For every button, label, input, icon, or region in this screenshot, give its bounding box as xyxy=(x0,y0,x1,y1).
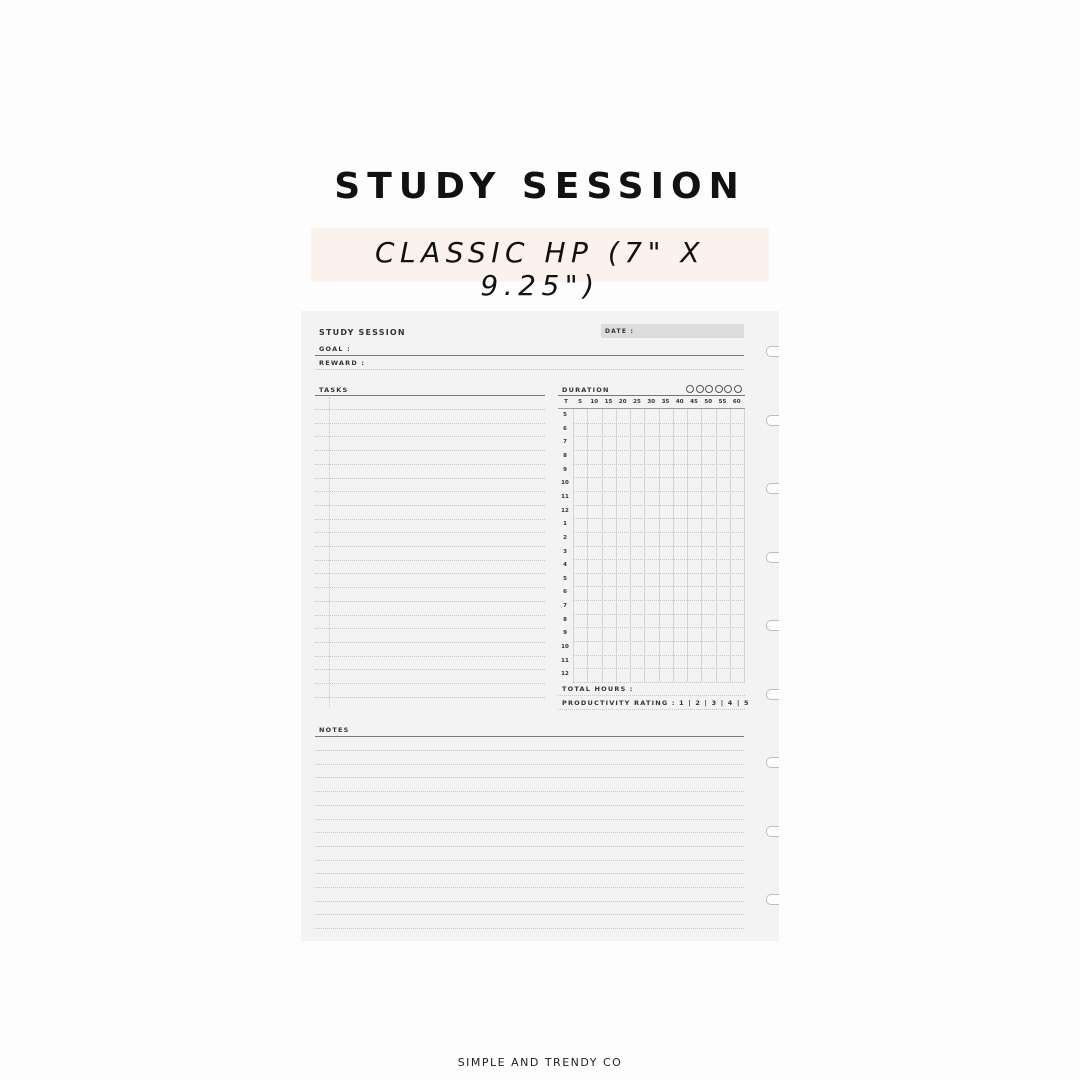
task-check-column xyxy=(329,397,330,707)
session-bubble[interactable] xyxy=(724,385,732,393)
hour-label: 9 xyxy=(563,466,567,473)
grid-column-line xyxy=(730,409,731,682)
note-line[interactable] xyxy=(315,750,744,751)
task-line[interactable] xyxy=(315,560,545,561)
grid-column-line xyxy=(616,409,617,682)
subtitle-banner xyxy=(311,228,769,302)
note-line[interactable] xyxy=(315,777,744,778)
page-title: STUDY SESSION xyxy=(334,166,746,207)
task-line[interactable] xyxy=(315,464,545,465)
hour-label: 12 xyxy=(561,671,569,678)
hour-label: 6 xyxy=(563,589,567,596)
task-line[interactable] xyxy=(315,683,545,684)
minute-tick: 45 xyxy=(690,399,698,405)
task-line[interactable] xyxy=(315,423,545,424)
hour-label: 8 xyxy=(563,452,567,459)
disc-hole xyxy=(766,483,779,494)
minute-tick: 50 xyxy=(704,399,713,405)
reward-label: REWARD : xyxy=(319,359,366,367)
duration-header-line xyxy=(558,395,745,396)
session-bubble[interactable] xyxy=(715,385,723,393)
task-line[interactable] xyxy=(315,587,545,588)
hour-label: 11 xyxy=(561,657,569,664)
hour-row-line[interactable] xyxy=(573,682,745,683)
grid-column-line xyxy=(630,409,631,682)
hour-label: 11 xyxy=(561,493,569,500)
grid-column-line xyxy=(587,409,588,682)
disc-hole xyxy=(766,415,779,426)
brand-footer: SIMPLE AND TRENDY CO xyxy=(457,1056,623,1069)
task-line[interactable] xyxy=(315,573,545,574)
minute-tick: 35 xyxy=(661,399,670,405)
hour-label: 7 xyxy=(563,439,567,446)
minute-tick: 10 xyxy=(590,399,599,405)
task-line[interactable] xyxy=(315,628,545,629)
hour-label: 10 xyxy=(561,480,569,487)
note-line[interactable] xyxy=(315,764,744,765)
disc-hole xyxy=(766,552,779,563)
task-line[interactable] xyxy=(315,669,545,670)
date-label: DATE : xyxy=(605,328,635,335)
task-line[interactable] xyxy=(315,491,545,492)
notes-header-line xyxy=(315,736,744,737)
grid-column-line xyxy=(659,409,660,682)
hour-label: 5 xyxy=(563,575,567,582)
task-line[interactable] xyxy=(315,436,545,437)
task-line[interactable] xyxy=(315,656,545,657)
note-line[interactable] xyxy=(315,819,744,820)
task-line[interactable] xyxy=(315,546,545,547)
note-line[interactable] xyxy=(315,873,744,874)
note-line[interactable] xyxy=(315,914,744,915)
minute-tick: 25 xyxy=(633,399,641,405)
task-line[interactable] xyxy=(315,505,545,506)
productivity-rating: PRODUCTIVITY RATING : 1 | 2 | 3 | 4 | 5 xyxy=(562,699,750,707)
session-bubble[interactable] xyxy=(705,385,713,393)
note-line[interactable] xyxy=(315,901,744,902)
productivity-line xyxy=(558,709,745,710)
planner-title: STUDY SESSION xyxy=(319,328,406,337)
note-line[interactable] xyxy=(315,805,744,806)
task-line[interactable] xyxy=(315,642,545,643)
minute-tick: 60 xyxy=(732,399,741,405)
task-line[interactable] xyxy=(315,601,545,602)
total-hours-label: TOTAL HOURS : xyxy=(562,685,634,693)
disc-hole xyxy=(766,826,779,837)
hour-label: 3 xyxy=(563,548,567,555)
time-header: T xyxy=(564,399,568,405)
duration-label: DURATION xyxy=(562,386,610,394)
note-line[interactable] xyxy=(315,846,744,847)
tasks-header-line xyxy=(315,395,545,396)
disc-hole xyxy=(766,894,779,905)
task-line[interactable] xyxy=(315,519,545,520)
grid-column-line xyxy=(644,409,645,682)
grid-column-line xyxy=(701,409,702,682)
notes-label: NOTES xyxy=(319,726,350,734)
note-line[interactable] xyxy=(315,887,744,888)
minute-tick: 40 xyxy=(675,399,684,405)
subtitle: CLASSIC HP (7" X 9.25") xyxy=(374,236,706,302)
note-line[interactable] xyxy=(315,791,744,792)
session-bubble[interactable] xyxy=(696,385,704,393)
hour-label: 6 xyxy=(563,425,567,432)
session-bubble[interactable] xyxy=(734,385,742,393)
session-bubble[interactable] xyxy=(686,385,694,393)
grid-column-line xyxy=(687,409,688,682)
grid-column-line xyxy=(716,409,717,682)
minute-tick: 15 xyxy=(604,399,613,405)
task-line[interactable] xyxy=(315,532,545,533)
minute-tick: 20 xyxy=(618,399,627,405)
planner-page xyxy=(301,311,779,941)
minute-tick: 30 xyxy=(647,399,656,405)
task-line[interactable] xyxy=(315,478,545,479)
task-line[interactable] xyxy=(315,697,545,698)
hour-label: 8 xyxy=(563,616,567,623)
grid-top-line xyxy=(558,408,745,409)
task-line[interactable] xyxy=(315,615,545,616)
note-line[interactable] xyxy=(315,860,744,861)
tasks-label: TASKS xyxy=(319,386,349,394)
task-line[interactable] xyxy=(315,450,545,451)
note-line[interactable] xyxy=(315,928,744,929)
hour-label: 9 xyxy=(563,630,567,637)
hour-label: 12 xyxy=(561,507,569,514)
hour-label: 2 xyxy=(563,534,567,541)
grid-column-line xyxy=(744,409,745,682)
goal-line[interactable] xyxy=(315,355,744,356)
minute-tick: 55 xyxy=(718,399,727,405)
minute-tick: 5 xyxy=(578,399,582,405)
task-line[interactable] xyxy=(315,409,545,410)
hour-label: 10 xyxy=(561,644,569,651)
hour-label: 1 xyxy=(563,521,567,528)
grid-column-line xyxy=(673,409,674,682)
note-line[interactable] xyxy=(315,832,744,833)
disc-hole xyxy=(766,620,779,631)
goal-label: GOAL : xyxy=(319,345,351,353)
disc-hole xyxy=(766,689,779,700)
grid-column-line xyxy=(573,409,574,682)
grid-column-line xyxy=(602,409,603,682)
reward-line[interactable] xyxy=(315,369,744,370)
hour-label: 5 xyxy=(563,412,567,418)
disc-hole xyxy=(766,346,779,357)
hour-label: 4 xyxy=(563,562,567,569)
hour-label: 7 xyxy=(563,603,567,610)
total-hours-line[interactable] xyxy=(558,695,745,696)
disc-hole xyxy=(766,757,779,768)
